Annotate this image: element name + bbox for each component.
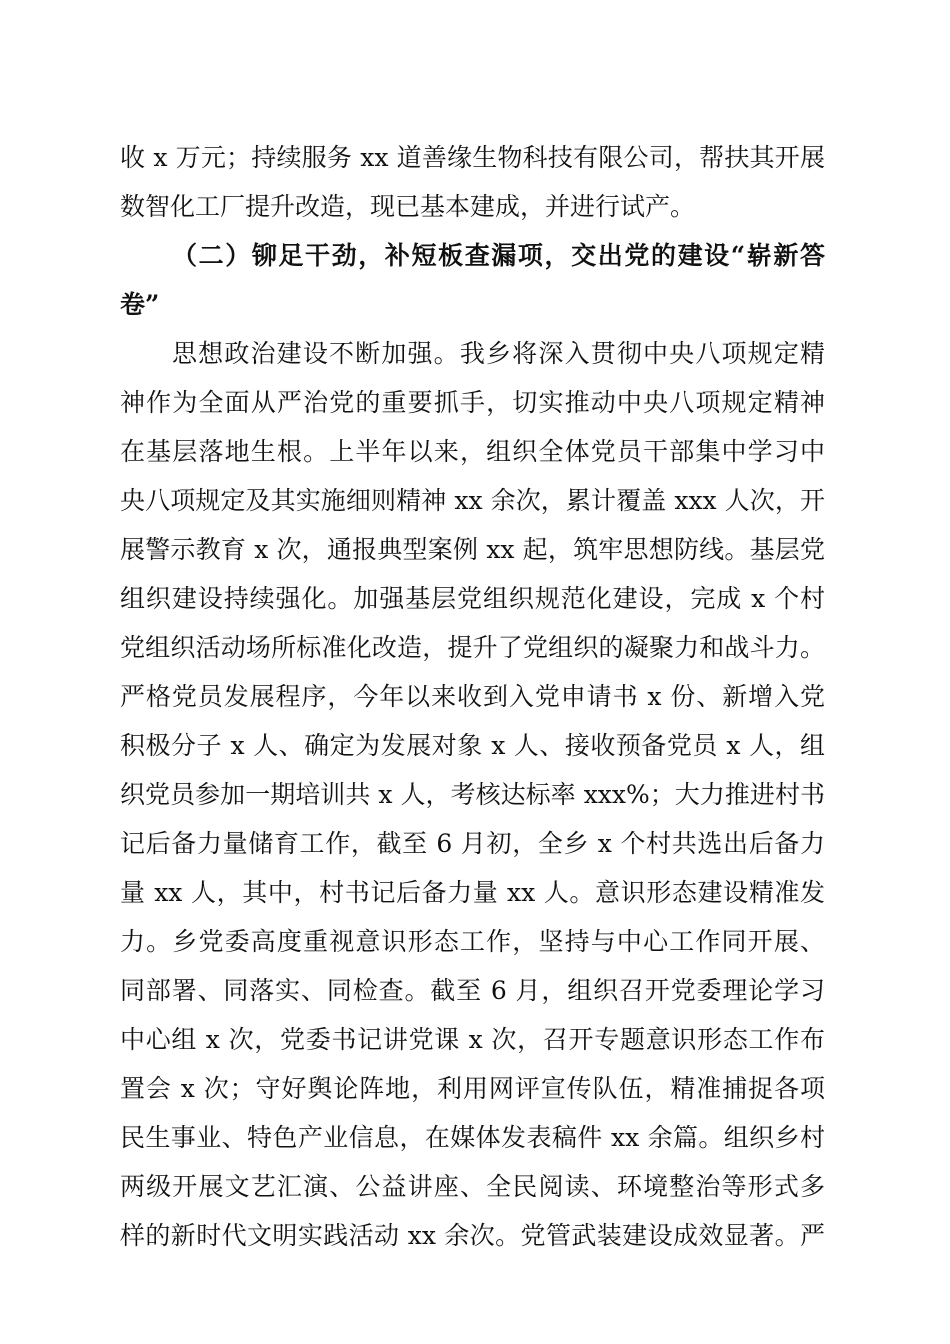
body-line-7: 党组织活动场所标准化改造，提升了党组织的凝聚力和战斗力。 xyxy=(120,633,825,662)
body-line-16: 置会 x 次；守好舆论阵地，利用网评宣传队伍，精准捕捉各项 xyxy=(120,1074,825,1103)
body-line-12: 量 xx 人，其中，村书记后备力量 xx 人。意识形态建设精准发 xyxy=(120,878,825,907)
body-line-5: 展警示教育 x 次，通报典型案例 xx 起，筑牢思想防线。基层党 xyxy=(120,535,825,564)
section-heading-line-2: 卷” xyxy=(120,290,160,319)
body-line-8: 严格党员发展程序，今年以来收到入党申请书 x 份、新增入党 xyxy=(120,682,825,711)
body-line-9: 积极分子 x 人、确定为发展对象 x 人、接收预备党员 x 人，组 xyxy=(120,731,825,760)
body-line-17: 民生事业、特色产业信息，在媒体发表稿件 xx 余篇。组织乡村 xyxy=(120,1123,825,1152)
body-line-1: 思想政治建设不断加强。我乡将深入贯彻中央八项规定精 xyxy=(172,339,825,368)
body-line-18: 两级开展文艺汇演、公益讲座、全民阅读、环境整治等形式多 xyxy=(120,1172,825,1201)
body-line-4: 央八项规定及其实施细则精神 xx 余次，累计覆盖 xxx 人次，开 xyxy=(120,486,825,515)
intro-line-2: 数智化工厂提升改造，现已基本建成，并进行试产。 xyxy=(120,192,696,221)
body-line-13: 力。乡党委高度重视意识形态工作，坚持与中心工作同开展、 xyxy=(120,927,825,956)
section-heading-line-1: （二）铆足干劲，补短板查漏项，交出党的建设“崭新答 xyxy=(172,241,825,270)
body-line-19: 样的新时代文明实践活动 xx 余次。党管武装建设成效显著。严 xyxy=(120,1221,825,1250)
body-line-15: 中心组 x 次，党委书记讲党课 x 次，召开专题意识形态工作布 xyxy=(120,1025,825,1054)
body-line-11: 记后备力量储育工作，截至 6 月初，全乡 x 个村共选出后备力 xyxy=(120,829,825,858)
intro-line-1: 收 x 万元；持续服务 xx 道善缘生物科技有限公司，帮扶其开展 xyxy=(120,143,825,172)
body-line-6: 组织建设持续强化。加强基层党组织规范化建设，完成 x 个村 xyxy=(120,584,825,613)
body-line-3: 在基层落地生根。上半年以来，组织全体党员干部集中学习中 xyxy=(120,437,825,466)
body-line-2: 神作为全面从严治党的重要抓手，切实推动中央八项规定精神 xyxy=(120,388,825,417)
body-line-10: 织党员参加一期培训共 x 人，考核达标率 xxx%；大力推进村书 xyxy=(120,780,825,809)
body-line-14: 同部署、同落实、同检查。截至 6 月，组织召开党委理论学习 xyxy=(120,976,825,1005)
